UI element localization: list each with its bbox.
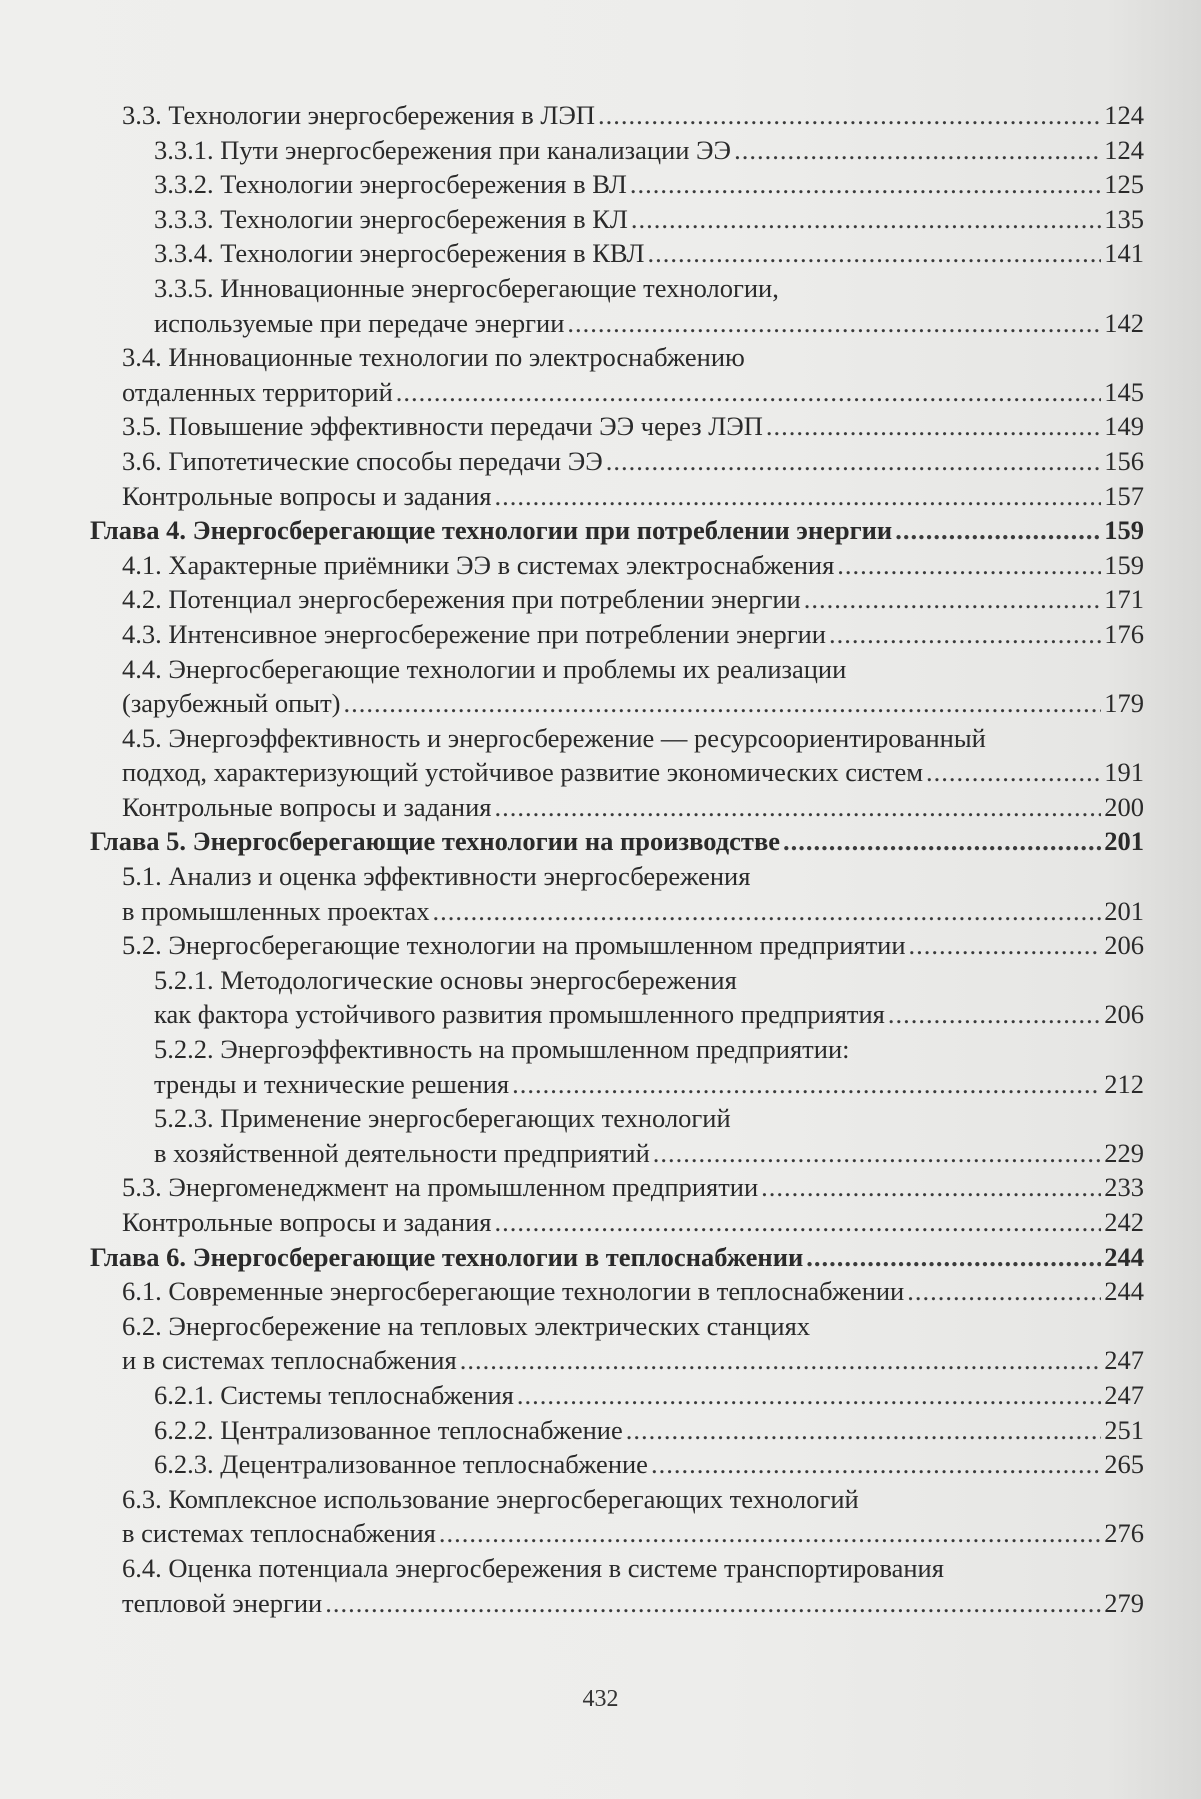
page-number: 432 (582, 1686, 619, 1712)
toc-entry-line (90, 1447, 1144, 1482)
toc-entry-line (90, 1067, 1144, 1102)
toc-page-number: 201 (1104, 826, 1144, 857)
dot-leader (761, 1170, 1101, 1205)
toc-entry-line (90, 652, 1144, 687)
toc-entry-title: 5.2.2. Энергоэффективность на промышленном предприятии: (154, 1034, 850, 1065)
toc-page-number: 247 (1104, 1379, 1144, 1410)
toc-chapter-line (90, 1240, 1144, 1275)
toc-entry-line (90, 202, 1144, 237)
toc-page-number: 124 (1104, 134, 1144, 165)
toc-entry-title: в хозяйственной деятельности предприятий (154, 1137, 650, 1168)
toc-page-number: 156 (1104, 445, 1144, 476)
dot-leader (895, 513, 1101, 548)
toc-page-number: 157 (1104, 480, 1144, 511)
toc-entry-title: 3.3.2. Технологии энергосбережения в ВЛ (154, 169, 627, 200)
toc-entry-title: используемые при передаче энергии (154, 307, 565, 338)
dot-leader (325, 1586, 1101, 1621)
dot-leader (804, 582, 1102, 617)
toc-page-number: 279 (1104, 1587, 1144, 1618)
toc-entry-line (90, 1170, 1144, 1205)
dot-leader (344, 686, 1102, 721)
toc-entry-line (90, 1343, 1144, 1378)
dot-leader (907, 1274, 1101, 1309)
toc-entry-line (90, 1516, 1144, 1551)
dot-leader (783, 824, 1101, 859)
toc-entry-line (90, 409, 1144, 444)
toc-entry-line (90, 306, 1144, 341)
toc-entry-title: 4.5. Энергоэффективность и энергосбережение — ресурсоориентированный (122, 722, 986, 753)
toc-entry-line (90, 1551, 1144, 1586)
toc-entry-title: 6.3. Комплексное использование энергосберегающих технологий (122, 1483, 859, 1514)
toc-page-number: 159 (1104, 515, 1144, 546)
toc-entry-title: Контрольные вопросы и задания (122, 480, 492, 511)
toc-page-number: 251 (1104, 1414, 1144, 1445)
toc-entry-line (90, 721, 1144, 756)
toc-entry-title: 5.1. Анализ и оценка эффективности энергосбережения (122, 861, 751, 892)
dot-leader (829, 617, 1101, 652)
toc-entry-line (90, 1136, 1144, 1171)
dot-leader (631, 202, 1101, 237)
toc-entry-title: 6.1. Современные энергосберегающие технологии в теплоснабжении (122, 1276, 905, 1307)
toc-page-number: 176 (1104, 618, 1144, 649)
toc-page-number: 233 (1104, 1172, 1144, 1203)
toc-entry-line (90, 1482, 1144, 1517)
toc-page-number: 265 (1104, 1449, 1144, 1480)
toc-page-number: 244 (1104, 1276, 1144, 1307)
toc-entry-title: отдаленных территорий (122, 376, 393, 407)
toc-entry-line (90, 997, 1144, 1032)
dot-leader (396, 375, 1101, 410)
dot-leader (494, 479, 1101, 514)
toc-entry-title: 3.3.4. Технологии энергосбережения в КВЛ (154, 238, 645, 269)
toc-entry-title: 4.1. Характерные приёмники ЭЭ в системах электроснабжения (122, 549, 835, 580)
toc-entry-title: в промышленных проектах (122, 895, 430, 926)
toc-page-number: 124 (1104, 100, 1144, 130)
toc-entry-title: 3.6. Гипотетические способы передачи ЭЭ (122, 445, 603, 476)
toc-entry-line (90, 1586, 1144, 1621)
dot-leader (626, 1413, 1102, 1448)
toc-entry-line (90, 859, 1144, 894)
toc-entry-line (90, 963, 1144, 998)
dot-leader (512, 1067, 1101, 1102)
toc-entry-title: 6.2.3. Децентрализованное теплоснабжение (154, 1449, 648, 1480)
toc-page-number: 145 (1104, 376, 1144, 407)
toc-entry-line (90, 894, 1144, 929)
toc-entry-title: подход, характеризующий устойчивое развитие экономических систем (122, 757, 924, 788)
toc-entry-title: Глава 4. Энергосберегающие технологии при потреблении энергии (90, 515, 893, 546)
dot-leader (494, 790, 1101, 825)
toc-entry-title: 3.3.1. Пути энергосбережения при канализации ЭЭ (154, 134, 732, 165)
dot-leader (630, 167, 1101, 202)
toc-entry-line (90, 582, 1144, 617)
toc-entry-line (90, 686, 1144, 721)
dot-leader (888, 997, 1101, 1032)
toc-page-number: 201 (1104, 895, 1144, 926)
dot-leader (439, 1516, 1101, 1551)
toc-entry-line (90, 1205, 1144, 1240)
toc-page-number: 149 (1104, 411, 1144, 442)
dot-leader (806, 1240, 1101, 1275)
toc-entry-title: 6.2.2. Централизованное теплоснабжение (154, 1414, 623, 1445)
toc-entry-title: 3.3.3. Технологии энергосбережения в КЛ (154, 203, 628, 234)
toc-entry-title: 6.2. Энергосбережение на тепловых электрических станциях (122, 1310, 811, 1341)
toc-page-number: 212 (1104, 1068, 1144, 1099)
toc-entry-line (90, 617, 1144, 652)
toc-page-number: 171 (1104, 584, 1144, 615)
toc-page-number: 159 (1104, 549, 1144, 580)
toc-entry-line (90, 271, 1144, 306)
dot-leader (653, 1136, 1102, 1171)
toc-entry-line (90, 1101, 1144, 1136)
toc-entry-title: 4.4. Энергосберегающие технологии и проблемы их реализации (122, 653, 847, 684)
toc-entry-title: 3.3.5. Инновационные энергосберегающие технологии, (154, 272, 779, 303)
dot-leader (651, 1447, 1101, 1482)
toc-entry-line (90, 167, 1144, 202)
toc-entry-line (90, 375, 1144, 410)
toc-entry-line (90, 133, 1144, 168)
toc-page-number: 135 (1104, 203, 1144, 234)
toc-page-number: 276 (1104, 1518, 1144, 1549)
toc-entry-title: 5.2.3. Применение энергосберегающих технологий (154, 1103, 731, 1134)
toc-entry-line (90, 1378, 1144, 1413)
dot-leader (909, 928, 1102, 963)
toc-chapter-line (90, 513, 1144, 548)
dot-leader (494, 1205, 1101, 1240)
toc-page-number: 242 (1104, 1207, 1144, 1237)
toc-entry-title: как фактора устойчивого развития промышленного предприятия (154, 999, 885, 1030)
toc-page-number: 229 (1104, 1137, 1144, 1168)
toc-entry-line (90, 548, 1144, 583)
toc-entry-title: 6.2.1. Системы теплоснабжения (154, 1379, 514, 1410)
toc-entry-title: в системах теплоснабжения (122, 1518, 436, 1549)
dot-leader (460, 1343, 1102, 1378)
dot-leader (517, 1378, 1101, 1413)
toc-entry-title: (зарубежный опыт) (122, 688, 341, 719)
toc-entry-title: 5.2.1. Методологические основы энергосбережения (154, 964, 737, 995)
toc-page-number: 142 (1104, 307, 1144, 338)
dot-leader (567, 306, 1101, 341)
toc-entry-title: и в системах теплоснабжения (122, 1345, 457, 1376)
toc-entry-line (90, 1274, 1144, 1309)
toc-entry-line (90, 479, 1144, 514)
toc-entry-title: тепловой энергии (122, 1587, 323, 1618)
toc-entry-line (90, 340, 1144, 375)
toc-page-number: 206 (1104, 930, 1144, 961)
toc-entry-title: 4.2. Потенциал энергосбережения при потреблении энергии (122, 584, 801, 615)
toc-entry-title: 3.5. Повышение эффективности передачи ЭЭ через ЛЭП (122, 411, 763, 442)
toc-entry-title: 5.3. Энергоменеджмент на промышленном предприятии (122, 1172, 759, 1203)
toc-entry-title: Контрольные вопросы и задания (122, 791, 492, 822)
toc-entry-title: 4.3. Интенсивное энергосбережение при потреблении энергии (122, 618, 826, 649)
toc-page-number: 247 (1104, 1345, 1144, 1376)
toc-entry-line (90, 444, 1144, 479)
dot-leader (926, 755, 1101, 790)
toc-entry-title: 5.2. Энергосберегающие технологии на промышленном предприятии (122, 930, 906, 961)
dot-leader (766, 409, 1101, 444)
toc-page-number: 191 (1104, 757, 1144, 788)
toc-entry-line (90, 755, 1144, 790)
toc-chapter-line (90, 824, 1144, 859)
dot-leader (606, 444, 1102, 479)
dot-leader (734, 133, 1101, 168)
toc-page-number: 179 (1104, 688, 1144, 719)
toc-page-number: 125 (1104, 169, 1144, 200)
dot-leader (598, 98, 1101, 133)
toc-entry-line (90, 98, 1144, 133)
toc-entry-title: 3.4. Инновационные технологии по электроснабжению (122, 342, 745, 373)
toc-page-number: 200 (1104, 791, 1144, 822)
table-of-contents (90, 98, 1144, 1620)
toc-entry-title: тренды и технические решения (154, 1068, 510, 1099)
toc-entry-title: 3.3. Технологии энергосбережения в ЛЭП (122, 100, 595, 130)
toc-entry-title: Глава 5. Энергосберегающие технологии на производстве (90, 826, 781, 857)
toc-entry-title: Глава 6. Энергосберегающие технологии в теплоснабжении (90, 1241, 804, 1272)
toc-entry-line (90, 1309, 1144, 1344)
toc-page-number: 206 (1104, 999, 1144, 1030)
dot-leader (648, 236, 1102, 271)
toc-entry-line (90, 928, 1144, 963)
toc-entry-line (90, 1413, 1144, 1448)
toc-entry-title: 6.4. Оценка потенциала энергосбережения в системе транспортирования (122, 1552, 944, 1583)
toc-entry-title: Контрольные вопросы и задания (122, 1207, 492, 1237)
toc-page-number: 244 (1104, 1241, 1144, 1272)
toc-entry-line (90, 236, 1144, 271)
toc-entry-line (90, 790, 1144, 825)
dot-leader (433, 894, 1102, 929)
toc-entry-line (90, 1032, 1144, 1067)
toc-page-number: 141 (1104, 238, 1144, 269)
dot-leader (837, 548, 1101, 583)
